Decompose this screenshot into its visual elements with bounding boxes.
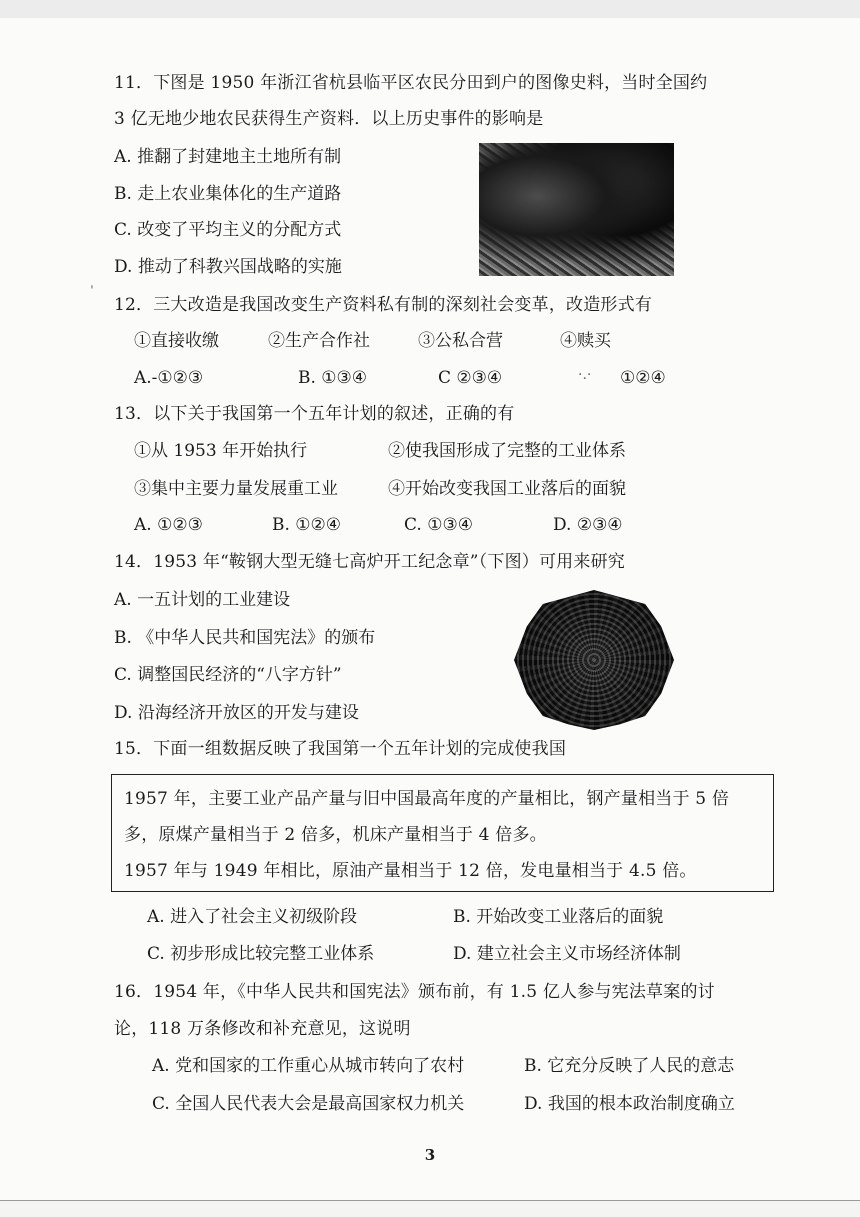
- q11-option-b: B. 走上农业集体化的生产道路: [114, 184, 342, 204]
- q14-option-d: D. 沿海经济开放区的开发与建设: [114, 703, 359, 723]
- q14-option-b: B. 《中华人民共和国宪法》的颁布: [114, 628, 376, 648]
- q12-option-c: C ②③④: [438, 368, 503, 388]
- q12-item-3: ③公私合营: [418, 331, 503, 351]
- q13-option-c: C. ①③④: [404, 515, 473, 535]
- q15-box-line2: 多，原煤产量相当于 2 倍多，机床产量相当于 4 倍多。: [124, 825, 547, 845]
- q11-option-c: C. 改变了平均主义的分配方式: [114, 220, 342, 240]
- q16-option-b: B. 它充分反映了人民的意志: [524, 1056, 735, 1076]
- top-band: [0, 0, 860, 18]
- q16-stem-line1: 16．1954 年，《中华人民共和国宪法》颁布前，有 1.5 亿人参与宪法草案的讨: [114, 982, 715, 1002]
- q16-option-d: D. 我国的根本政治制度确立: [524, 1094, 735, 1114]
- q13-option-a: A. ①②③: [134, 515, 203, 535]
- q15-option-d: D. 建立社会主义市场经济体制: [453, 944, 681, 964]
- q12-option-d: ①②④: [620, 368, 666, 388]
- q15-box-line3: 1957 年与 1949 年相比，原油产量相当于 12 倍，发电量相当于 4.5 倍。: [124, 861, 697, 881]
- q13-item-1: ①从 1953 年开始执行: [134, 441, 308, 461]
- q15-option-a: A. 进入了社会主义初级阶段: [147, 907, 358, 927]
- q14-option-c: C. 调整国民经济的“八字方针”: [114, 665, 342, 685]
- q13-stem: 13．以下关于我国第一个五年计划的叙述，正确的有: [114, 404, 515, 424]
- q16-option-c: C. 全国人民代表大会是最高国家权力机关: [152, 1094, 465, 1114]
- scan-noise: ˈ: [90, 284, 94, 300]
- q13-item-2: ②使我国形成了完整的工业体系: [388, 441, 626, 461]
- q14-stem: 14．1953 年“鞍钢大型无缝七高炉开工纪念章”（下图）可用来研究: [114, 552, 625, 572]
- q16-stem-line2: 论，118 万条修改和补充意见，这说明: [114, 1019, 411, 1039]
- q12-option-b: B. ①③④: [298, 368, 368, 388]
- q15-option-b: B. 开始改变工业落后的面貌: [453, 907, 664, 927]
- q12-item-2: ②生产合作社: [268, 331, 370, 351]
- q11-stem-line2: 3 亿无地少地农民获得生产资料．以上历史事件的影响是: [114, 109, 544, 129]
- q11-option-a: A. 推翻了封建地主土地所有制: [114, 147, 342, 167]
- q13-item-3: ③集中主要力量发展重工业: [134, 479, 338, 499]
- q13-option-b: B. ①②④: [272, 515, 342, 535]
- land-distribution-photo: [479, 143, 674, 276]
- bottom-rule: [0, 1200, 860, 1201]
- q15-stem: 15．下面一组数据反映了我国第一个五年计划的完成使我国: [114, 739, 567, 759]
- page-number: 3: [424, 1146, 436, 1164]
- scan-noise: ·.·: [578, 367, 592, 383]
- q15-option-c: C. 初步形成比较完整工业体系: [147, 944, 375, 964]
- q13-item-4: ④开始改变我国工业落后的面貌: [388, 479, 626, 499]
- q16-option-a: A. 党和国家的工作重心从城市转向了农村: [152, 1056, 465, 1076]
- q12-item-1: ①直接收缴: [134, 331, 219, 351]
- q12-stem: 12．三大改造是我国改变生产资料私有制的深刻社会变革，改造形式有: [114, 295, 653, 315]
- q13-option-d: D. ②③④: [553, 515, 623, 535]
- q11-option-d: D. 推动了科教兴国战略的实施: [114, 257, 342, 277]
- commemorative-medal-image: [514, 590, 674, 730]
- q11-stem-line1: 11．下图是 1950 年浙江省杭县临平区农民分田到户的图像史料，当时全国约: [114, 73, 708, 93]
- q12-option-a: A.-①②③: [134, 368, 204, 388]
- q15-box-line1: 1957 年，主要工业产品产量与旧中国最高年度的产量相比，钢产量相当于 5 倍: [124, 789, 730, 809]
- q12-item-4: ④赎买: [560, 331, 611, 351]
- q14-option-a: A. 一五计划的工业建设: [114, 590, 291, 610]
